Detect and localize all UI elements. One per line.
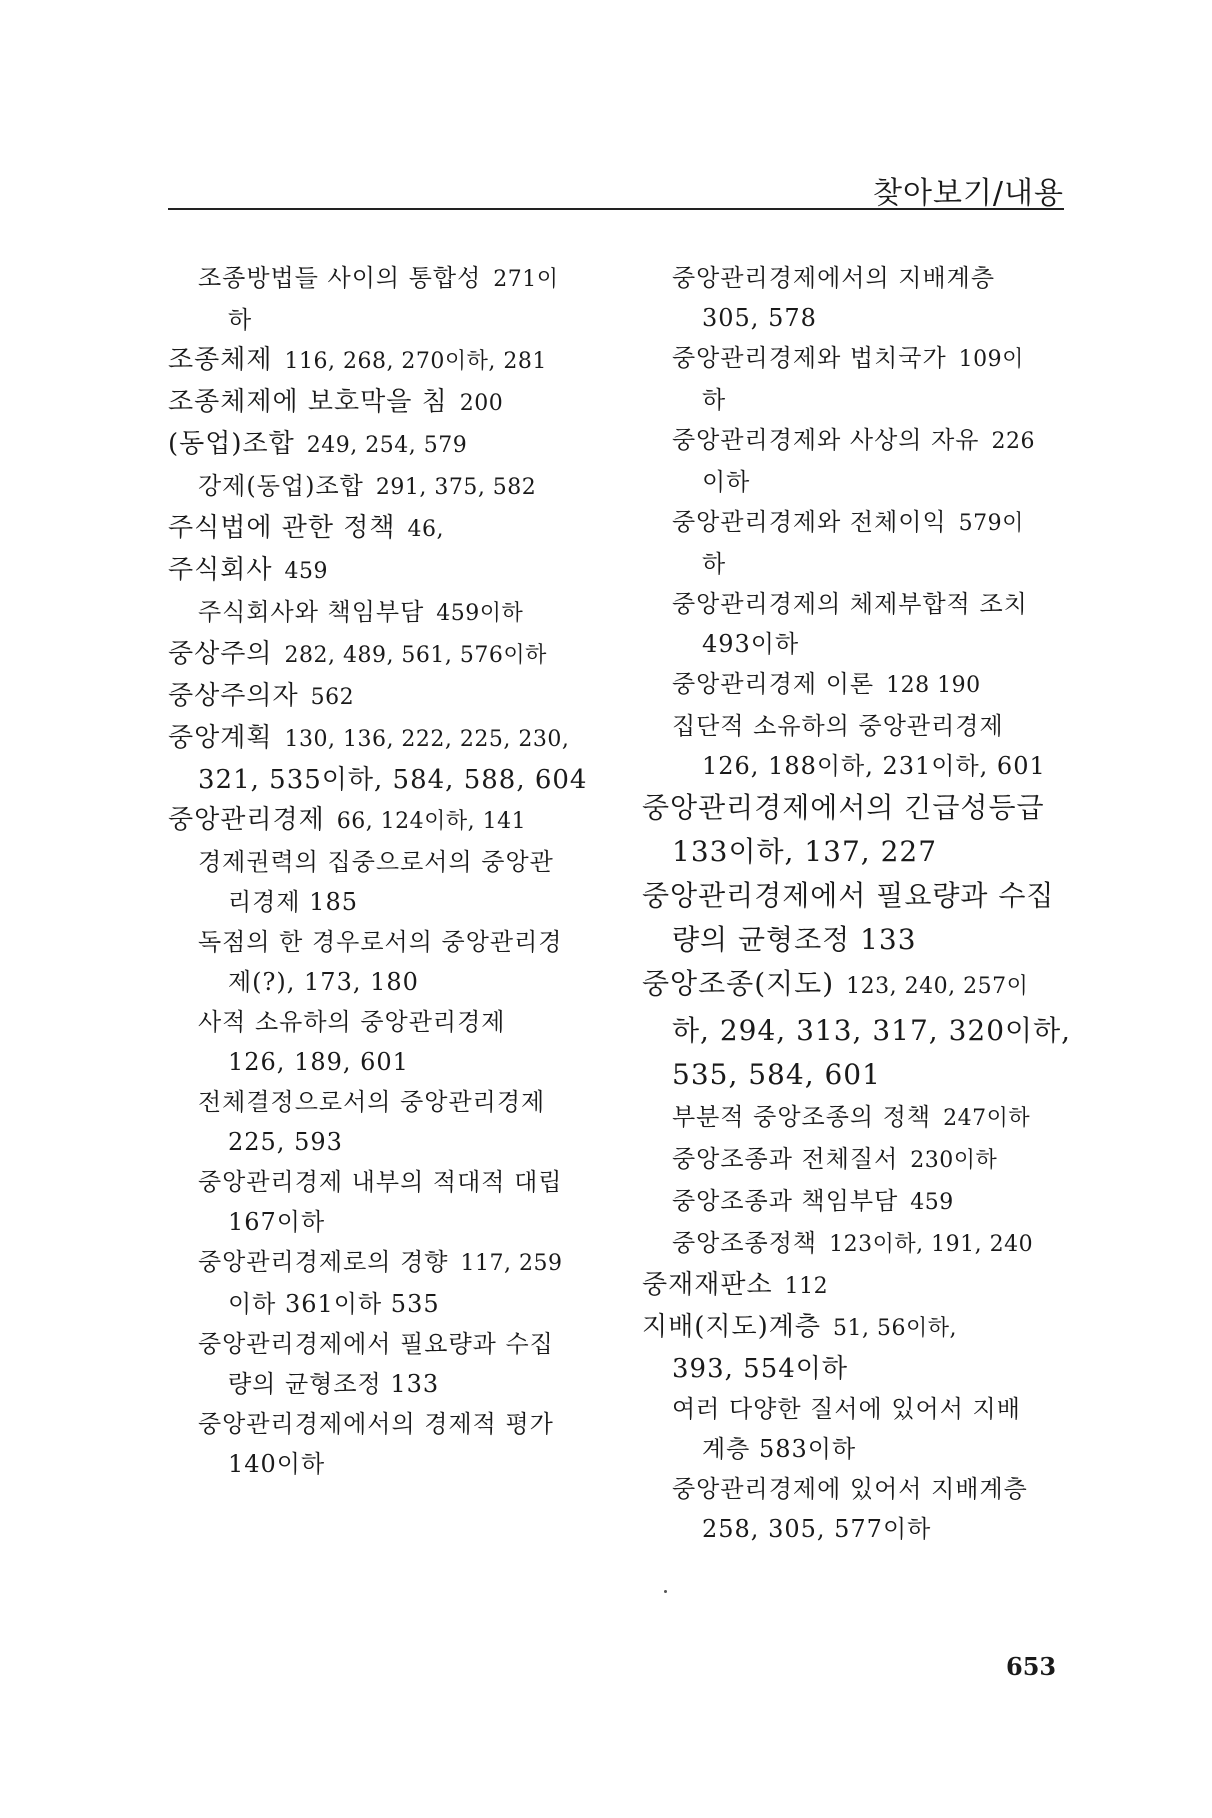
entry-continuation: 258, 305, 577이하 [702,1515,932,1543]
entry-continuation: 량의 균형조정 133 [672,923,917,956]
entry-continuation: 제(?), 173, 180 [228,968,419,996]
entry-pages: 112 [784,1274,829,1299]
entry-term: 중앙조종(지도) [642,967,835,1000]
index-entry [642,1307,1082,1389]
entry-pages: 200 [459,391,504,416]
entry-term: 중앙조종정책 [672,1229,818,1257]
index-subentry [642,502,1082,584]
index-subentry [168,1324,608,1404]
entry-continuation: 305, 578 [702,304,817,332]
entry-term: 중앙조종과 책임부담 [672,1187,899,1215]
entry-term: 독점의 한 경우로서의 중앙관리경 [198,928,563,956]
entry-term: 주식회사와 책임부담 [198,598,425,626]
entry-term: 중앙관리경제의 체제부합적 조치 [672,590,1028,618]
entry-pages: 459 [910,1190,954,1215]
index-subentry [642,420,1082,502]
index-subentry [642,338,1082,420]
entry-pages: 562 [310,685,355,710]
entry-term: 사적 소유하의 중앙관리경제 [198,1008,506,1036]
page-number: 653 [1006,1652,1057,1681]
entry-continuation: 하 [702,386,727,414]
entry-term: 중앙관리경제 이론 [672,670,875,698]
entry-term: 중앙관리경제와 전체이익 [672,508,947,536]
entry-term: 중앙관리경제에서의 경제적 평가 [198,1410,554,1438]
index-entry [168,718,608,800]
entry-term: 주식회사 [168,555,273,585]
entry-pages: 123, 240, 257이 [846,974,1029,999]
index-subentry [642,1181,1082,1223]
entry-continuation: 167이하 [228,1208,326,1236]
entry-continuation: 량의 균형조정 133 [228,1370,440,1398]
index-subentry [642,258,1082,338]
index-subentry [642,1097,1082,1139]
index-subentry [642,664,1082,706]
entry-continuation: 계층 583이하 [702,1435,857,1463]
entry-term: 지배(지도)계층 [642,1312,821,1342]
entry-term: 주식법에 관한 정책 [168,513,396,543]
index-entry [642,786,1082,874]
index-subentry [168,592,608,634]
running-header [168,168,1064,210]
index-entry [642,1265,1082,1307]
entry-pages: 459이하 [436,601,524,626]
entry-pages: 282, 489, 561, 576이하 [284,643,547,668]
entry-term: 조종체제 [168,345,273,375]
index-subentry [642,1139,1082,1181]
entry-continuation: 140이하 [228,1450,326,1478]
index-entry [168,424,608,466]
entry-continuation: 225, 593 [228,1128,343,1156]
entry-term: 여러 다양한 질서에 있어서 지배 [672,1395,1021,1423]
entry-term: 조종방법들 사이의 통합성 [198,264,482,292]
entry-continuation: 393, 554이하 [672,1354,849,1384]
index-subentry [168,922,608,1002]
entry-continuation: 이하 [702,468,751,496]
entry-continuation: 하 [702,550,727,578]
index-subentry [642,1223,1082,1265]
entry-term: 중앙관리경제와 법치국가 [672,344,947,372]
entry-term: 중앙관리경제에서의 지배계층 [672,264,996,292]
entry-pages: 291, 375, 582 [375,475,537,500]
index-column-right [642,258,1082,1549]
index-entry [642,874,1082,962]
index-subentry [642,584,1082,664]
entry-continuation: 493이하 [702,630,800,658]
entry-continuation: 하 [228,306,253,334]
index-subentry [642,1469,1082,1549]
index-subentry [168,1082,608,1162]
entry-continuation: 리경제 185 [228,888,358,916]
entry-term: 중앙관리경제 내부의 적대적 대립 [198,1168,563,1196]
index-subentry [168,1002,608,1082]
entry-continuation: 126, 189, 601 [228,1048,409,1076]
entry-term: 중앙조종과 전체질서 [672,1145,899,1173]
entry-pages: 128 190 [886,673,981,698]
entry-pages: 51, 56이하, [832,1316,957,1341]
entry-term: 중상주의 [168,639,273,669]
entry-pages: 579이 [958,511,1024,536]
entry-pages: 116, 268, 270이하, 281 [284,349,547,374]
entry-term: 전체결정으로서의 중앙관리경제 [198,1088,546,1116]
entry-continuation: 126, 188이하, 231이하, 601 [702,752,1046,780]
entry-term: 중앙관리경제에서 필요량과 수집 [198,1330,554,1358]
entry-continuation: 이하 361이하 535 [228,1290,440,1318]
entry-pages: 247이하 [943,1106,1031,1131]
entry-continuation: 535, 584, 601 [672,1058,881,1091]
entry-term: 중상주의자 [168,681,299,711]
stray-mark [664,1590,667,1593]
index-subentry [168,842,608,922]
index-entry [168,800,608,842]
index-entry [168,634,608,676]
index-entry [642,962,1082,1097]
entry-term: 중앙관리경제에서 필요량과 수집 [642,879,1055,912]
entry-term: 집단적 소유하의 중앙관리경제 [672,712,1004,740]
index-column-left [168,258,608,1484]
index-subentry [642,706,1082,786]
index-entry [168,550,608,592]
entry-term: 부분적 중앙조종의 정책 [672,1103,932,1131]
entry-term: (동업)조합 [168,429,295,459]
entry-continuation: 하, 294, 313, 317, 320이하, [672,1014,1072,1047]
entry-term: 조종체제에 보호막을 침 [168,387,448,417]
index-entry [168,508,608,550]
entry-term: 중앙관리경제에서의 긴급성등급 [642,791,1045,824]
index-entry [168,676,608,718]
entry-term: 중앙관리경제 [168,805,325,835]
entry-continuation: 133이하, 137, 227 [672,835,938,868]
entry-term: 중재재판소 [642,1270,773,1300]
entry-term: 경제권력의 집중으로서의 중앙관 [198,848,554,876]
index-subentry [168,258,608,340]
entry-pages: 249, 254, 579 [306,433,468,458]
entry-pages: 271이 [493,267,559,292]
index-subentry [168,1242,608,1324]
entry-pages: 117, 259 [460,1251,563,1276]
entry-pages: 130, 136, 222, 225, 230, [284,727,570,752]
index-entry [168,382,608,424]
index-subentry [168,1162,608,1242]
index-subentry [168,466,608,508]
entry-term: 중앙관리경제에 있어서 지배계층 [672,1475,1028,1503]
entry-pages: 230이하 [910,1148,998,1173]
entry-pages: 66, 124이하, 141 [336,809,527,834]
entry-pages: 46, [407,517,444,542]
index-subentry [642,1389,1082,1469]
entry-pages: 109이 [958,347,1024,372]
index-subentry [168,1404,608,1484]
entry-pages: 123이하, 191, 240 [829,1232,1034,1257]
entry-pages: 459 [284,559,328,584]
header-title: 찾아보기/내용 [873,176,1064,211]
entry-pages: 226 [991,429,1035,454]
entry-term: 중앙관리경제와 사상의 자유 [672,426,980,454]
entry-term: 중앙관리경제로의 경향 [198,1248,449,1276]
entry-term: 중앙계획 [168,723,273,753]
index-entry [168,340,608,382]
entry-term: 강제(동업)조합 [198,472,364,500]
entry-continuation: 321, 535이하, 584, 588, 604 [198,765,588,795]
